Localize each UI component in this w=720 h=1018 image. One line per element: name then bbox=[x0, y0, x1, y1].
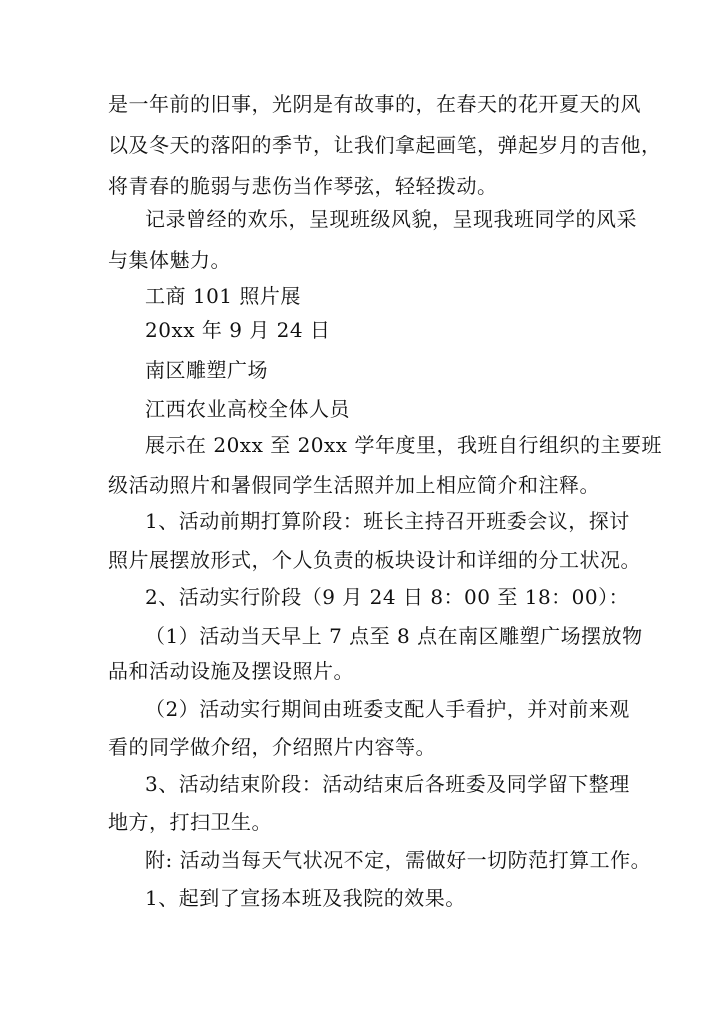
text-line: 1、起到了宣扬本班及我院的效果。 bbox=[145, 886, 466, 910]
text-line: 南区雕塑广场 bbox=[145, 358, 268, 382]
text-line: 3、活动结束阶段：活动结束后各班委及同学留下整理 bbox=[145, 772, 630, 796]
text-line: （2）活动实行期间由班委支配人手看护，并对前来观 bbox=[145, 697, 630, 721]
text-line: 地方，打扫卫生。 bbox=[108, 810, 272, 834]
text-line: 展示在 20xx 至 20xx 学年度里，我班自行组织的主要班 bbox=[145, 433, 662, 457]
text-line: 1、活动前期打算阶段：班长主持召开班委会议，探讨 bbox=[145, 509, 630, 533]
text-line: 照片展摆放形式，个人负责的板块设计和详细的分工状况。 bbox=[108, 548, 641, 572]
text-line: 将青春的脆弱与悲伤当作琴弦，轻轻拨动。 bbox=[108, 174, 498, 198]
text-line: 以及冬天的落阳的季节，让我们拿起画笔，弹起岁月的吉他， bbox=[108, 133, 662, 157]
text-line: 附: 活动当每天气状况不定，需做好一切防范打算工作。 bbox=[145, 848, 652, 872]
text-line: 记录曾经的欢乐，呈现班级风貌，呈现我班同学的风采 bbox=[145, 207, 637, 231]
text-line: 20xx 年 9 月 24 日 bbox=[145, 318, 331, 342]
text-line: 工商 101 照片展 bbox=[145, 284, 301, 308]
text-line: 江西农业高校全体人员 bbox=[145, 397, 350, 421]
text-line: 看的同学做介绍，介绍照片内容等。 bbox=[108, 735, 436, 759]
text-line: 品和活动设施及摆设照片。 bbox=[108, 659, 354, 683]
text-line: 级活动照片和暑假同学生活照并加上相应简介和注释。 bbox=[108, 473, 600, 497]
text-line: 2、活动实行阶段（9 月 24 日 8：00 至 18：00）： bbox=[145, 585, 630, 609]
text-line: 与集体魅力。 bbox=[108, 248, 231, 272]
text-line: 是一年前的旧事，光阴是有故事的，在春天的花开夏天的风 bbox=[108, 92, 641, 116]
text-line: （1）活动当天早上 7 点至 8 点在南区雕塑广场摆放物 bbox=[145, 624, 643, 648]
